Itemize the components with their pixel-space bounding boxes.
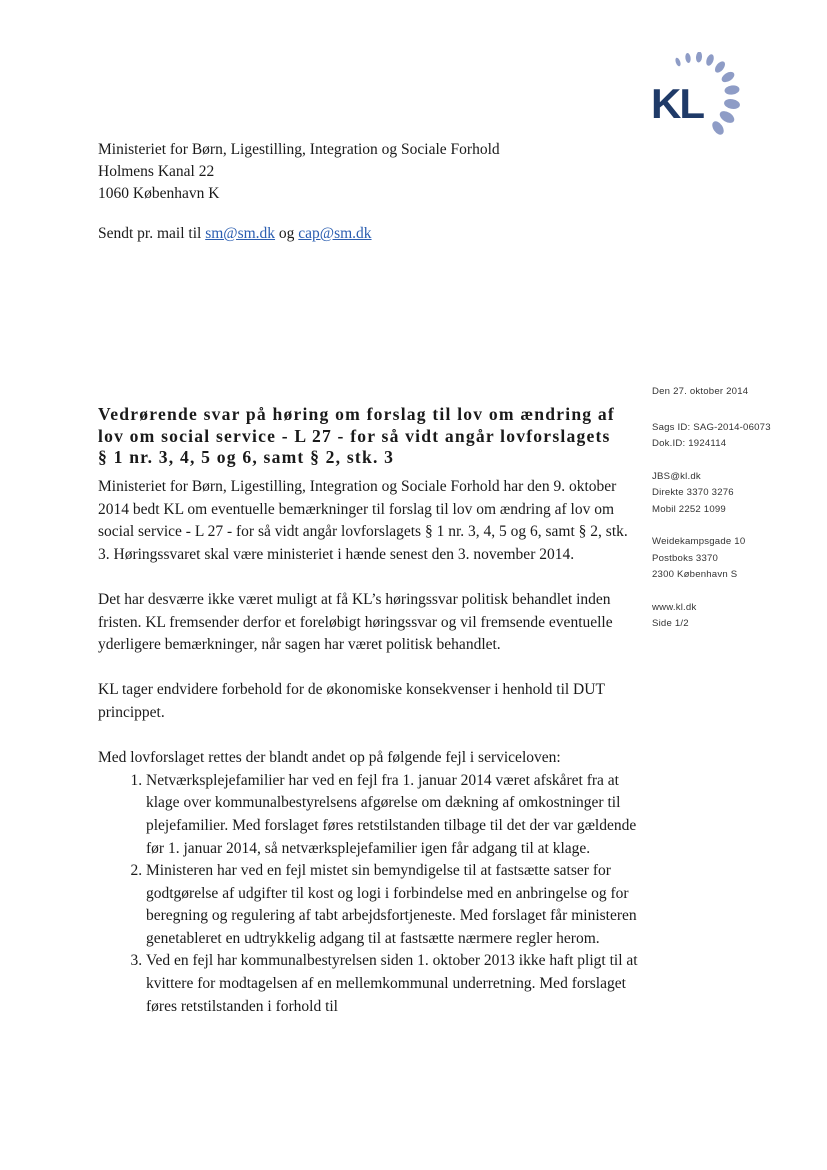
email-link-sm[interactable]: sm@sm.dk [205, 225, 276, 242]
email-link-cap[interactable]: cap@sm.dk [298, 225, 372, 242]
page-number: Side 1/2 [652, 618, 689, 629]
list-item: 2. Ministeren har ved en fejl mistet sin bemyndigelse til at fastsætte satser for godtgørelse af udgifter til kost og logi i forbindelse med en anbringelse og for beregning og regulering af tabt arbejdsfortjeneste. Med forslaget får ministeren genetableret en udtrykkelig adgang til at fastsætte nærmere regler herom. [146, 860, 638, 950]
letter-body [98, 476, 638, 1018]
sender-email: JBS@kl.dk [652, 470, 701, 482]
mobile-phone: Mobil 2252 1099 [652, 503, 726, 515]
error-list [98, 770, 638, 1019]
direct-phone: Direkte 3370 3276 [652, 487, 734, 498]
case-id: Sags ID: SAG-2014-06073 [652, 421, 771, 433]
po-box: Postboks 3370 [652, 552, 719, 564]
body-paragraph: Ministeriet for Børn, Ligestilling, Integration og Sociale Forhold har den 9. oktober 2014 bedt KL om eventuelle bemærkninger til forslag til lov om ændring af lov om social service - L 27 - for så vidt angår lovforslagets § 1 nr. 3, 4, 5 og 6, samt § 2, stk. 3. Høringssvaret skal være ministeriet i hænde senest den 3. november 2014. [98, 478, 628, 563]
letter-date: Den 27. oktober 2014 [652, 386, 749, 397]
street-address: Weidekampsgade 10 [652, 536, 746, 547]
recipient-line: Holmens Kanal 22 [98, 163, 215, 180]
recipient-line: 1060 København K [98, 185, 220, 202]
recipient-line: Ministeriet for Børn, Ligestilling, Integration og Sociale Forhold [98, 141, 500, 158]
list-item: 1. Netværksplejefamilier har ved en fejl fra 1. januar 2014 været afskåret fra at klage over kommunalbestyrelsens afgørelse om dækning af omkostninger til plejefamilier. Med forslaget føres retstilstanden tilbage til det der var gældende før 1. januar 2014, så netværksplejefamilier igen får adgang til at klage. [146, 770, 638, 860]
list-intro: Med lovforslaget rettes der blandt andet op på følgende fejl i serviceloven: [98, 749, 561, 767]
logo-text: KL [651, 80, 703, 127]
document-id: Dok.ID: 1924114 [652, 438, 727, 449]
website: www.kl.dk [652, 601, 697, 613]
sent-middle: og [275, 225, 299, 242]
kl-logo [650, 52, 746, 138]
sent-prefix: Sendt pr. mail til [98, 225, 206, 242]
list-item: 3. Ved en fejl har kommunalbestyrelsen siden 1. oktober 2013 ikke haft pligt til at kvittere for modtagelsen af en mellemkommunal underretning. Med forslaget føres retstilstanden i forhold til [146, 950, 638, 1018]
subject-heading: Vedrørende svar på høring om forslag til lov om ændring af lov om social service - L 27 - for så vidt angår lovforslagets § 1 nr. 3, 4, 5 og 6, samt § 2, stk. 3 [98, 404, 615, 467]
body-paragraph: KL tager endvidere forbehold for de økonomiske konsekvenser i henhold til DUT princippet. [98, 681, 605, 721]
postal-city: 2300 København S [652, 569, 738, 580]
recipient-address [98, 139, 500, 205]
sender-info-sidebar [652, 384, 812, 633]
sent-by-mail-line [98, 223, 372, 245]
body-paragraph: Det har desværre ikke været muligt at få KL’s høringssvar politisk behandlet inden fristen. KL fremsender derfor et foreløbigt høringssvar og vil fremsende eventuelle yderligere bemærkninger, når sagen har været politisk behandlet. [98, 590, 613, 654]
